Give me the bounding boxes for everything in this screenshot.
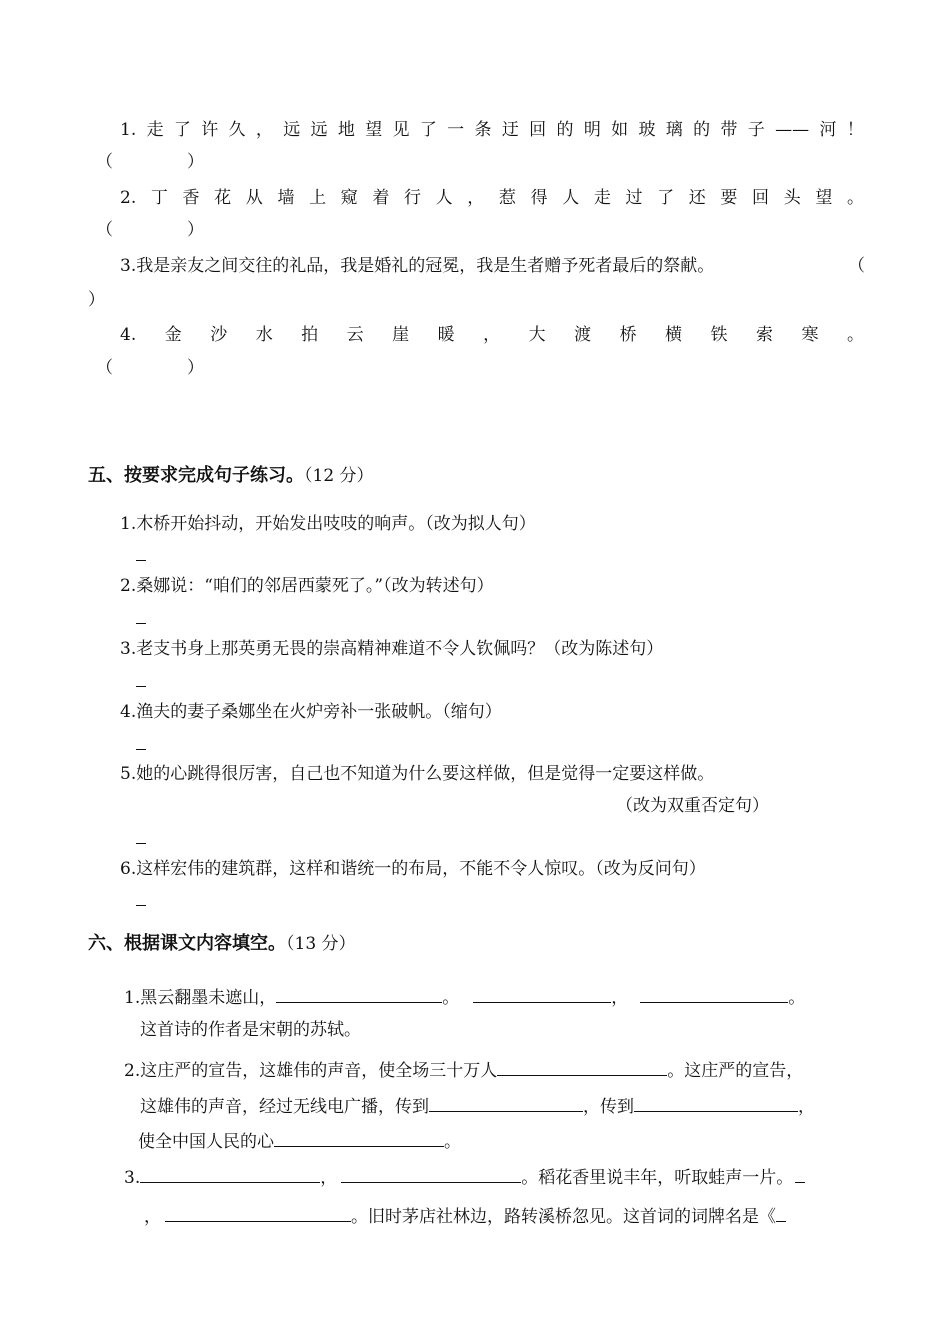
part5-q6-answer-line[interactable] <box>136 889 146 913</box>
char: 窥 <box>340 188 358 208</box>
char: 玻 <box>638 120 656 140</box>
p6q3-blank-3[interactable] <box>795 1164 805 1183</box>
part4-q1-answer-parens[interactable]: （ ） <box>96 152 204 172</box>
part4-question-4 <box>120 323 864 347</box>
char: 墙 <box>277 188 295 208</box>
part5-q5-requirement: （改为双重否定句） <box>616 796 769 816</box>
char: 大 <box>528 325 546 345</box>
part5-question-4: 4.渔夫的妻子桑娜坐在火炉旁补一张破帆。（缩句） <box>120 702 502 722</box>
p6q2-blank-3[interactable] <box>634 1093 798 1112</box>
char: 见 <box>392 120 410 140</box>
char: 花 <box>214 188 232 208</box>
char: 带 <box>720 120 738 140</box>
char: 横 <box>665 325 683 345</box>
char: 2. <box>120 188 137 208</box>
char: 望 <box>815 188 833 208</box>
part5-q5-answer-line[interactable] <box>136 827 146 851</box>
part5-question-6: 6.这样宏伟的建筑群，这样和谐统一的布局，不能不令人惊叹。（改为反问句） <box>120 859 706 879</box>
char: 的 <box>556 120 574 140</box>
part5-q3-answer-line[interactable] <box>136 670 146 694</box>
char: —— <box>775 120 810 140</box>
char: 桥 <box>619 325 637 345</box>
part6-question-2-line-3: 使全中国人民的心 。 <box>138 1128 461 1154</box>
char: 的 <box>693 120 711 140</box>
char: 要 <box>720 188 738 208</box>
char: 水 <box>255 325 273 345</box>
part5-question-5: 5.她的心跳得很厉害，自己也不知道为什么要这样做，但是觉得一定要这样做。 <box>120 764 715 784</box>
part6-question-3-line-2: ， 。旧时茅店社林边，路转溪桥忽见。这首词的词牌名是《 <box>144 1203 786 1229</box>
char: 。 <box>846 188 864 208</box>
char: 远 <box>283 120 301 140</box>
char: 暖 <box>437 325 455 345</box>
part4-q3-paren-close[interactable]: ） <box>88 290 105 310</box>
part4-question-2 <box>120 186 864 210</box>
part6-question-1: 1.黑云翻墨未遮山， 。 ， 。 <box>124 984 805 1010</box>
part6-heading: 六、根据课文内容填空。（13 分） <box>88 933 356 954</box>
char: 璃 <box>665 120 683 140</box>
part4-question-3: 3.我是亲友之间交往的礼品，我是婚礼的冠冕，我是生者赠予死者最后的祭献。 <box>120 256 715 276</box>
char: 回 <box>529 120 547 140</box>
char: 行 <box>404 188 421 208</box>
p6q3-blank-5[interactable] <box>776 1203 786 1222</box>
char: 着 <box>372 188 390 208</box>
char: 拍 <box>301 325 319 345</box>
p6q3-blank-1[interactable] <box>140 1164 320 1183</box>
char: 如 <box>611 120 629 140</box>
char: 过 <box>625 188 643 208</box>
char: 了 <box>419 120 437 140</box>
part5-q4-answer-line[interactable] <box>136 733 146 757</box>
char: 。 <box>846 325 864 345</box>
part5-question-2: 2.桑娜说：“咱们的邻居西蒙死了。”（改为转述句） <box>120 576 494 596</box>
char: 条 <box>474 120 492 140</box>
char: 了 <box>657 188 675 208</box>
char: ！ <box>846 120 864 140</box>
p6q2-blank-2[interactable] <box>429 1093 583 1112</box>
p6q2-blank-1[interactable] <box>497 1057 667 1076</box>
char: 丁 <box>150 188 168 208</box>
char: 许 <box>201 120 219 140</box>
char: 4. <box>120 325 137 345</box>
part5-question-1: 1.木桥开始抖动，开始发出吱吱的响声。（改为拟人句） <box>120 514 536 534</box>
char: 望 <box>365 120 383 140</box>
part5-heading: 五、按要求完成句子练习。（12 分） <box>88 465 374 486</box>
char: 明 <box>583 120 601 140</box>
char: 铁 <box>710 325 728 345</box>
part6-question-3-line-1: 3. ， 。稻花香里说丰年，听取蛙声一片。 <box>124 1164 805 1190</box>
p6q2-blank-4[interactable] <box>274 1128 444 1147</box>
char: 一 <box>447 120 465 140</box>
part6-q1-note: 这首诗的作者是宋朝的苏轼。 <box>140 1020 361 1040</box>
char: ， <box>483 325 501 345</box>
char: 人 <box>562 188 580 208</box>
part5-q1-answer-line[interactable] <box>136 544 146 568</box>
part4-q3-paren-open[interactable]: （ <box>848 256 865 276</box>
part4-q4-answer-parens[interactable]: （ ） <box>96 358 204 378</box>
part6-question-2-line-2: 这雄伟的声音，经过无线电广播，传到 ，传到 ， <box>140 1093 815 1119</box>
p6q1-blank-1[interactable] <box>276 984 442 1003</box>
char: 香 <box>182 188 200 208</box>
part5-question-3: 3.老支书身上那英勇无畏的崇高精神难道不令人钦佩吗？（改为陈述句） <box>120 639 664 659</box>
char: 人 <box>435 188 453 208</box>
char: 崖 <box>392 325 410 345</box>
char: 了 <box>173 120 191 140</box>
char: 惹 <box>498 188 516 208</box>
char: 地 <box>337 120 355 140</box>
part6-question-2-line-1: 2.这庄严的宣告，这雄伟的声音，使全场三十万人 。这庄严的宣告， <box>124 1057 803 1083</box>
char: 从 <box>245 188 263 208</box>
char: 久 <box>228 120 246 140</box>
p6q1-blank-3[interactable] <box>640 984 788 1003</box>
char: 走 <box>146 120 164 140</box>
p6q1-blank-2[interactable] <box>473 984 611 1003</box>
char: 子 <box>747 120 765 140</box>
char: 云 <box>346 325 364 345</box>
part4-q2-answer-parens[interactable]: （ ） <box>96 220 204 240</box>
part4-question-1 <box>120 118 864 142</box>
p6q3-blank-2[interactable] <box>341 1164 521 1183</box>
char: 索 <box>756 325 774 345</box>
char: ， <box>467 188 485 208</box>
char: 回 <box>752 188 770 208</box>
char: 寒 <box>801 325 819 345</box>
char: 走 <box>593 188 611 208</box>
char: ， <box>255 120 273 140</box>
char: 上 <box>309 188 327 208</box>
char: 得 <box>530 188 548 208</box>
char: 头 <box>783 188 801 208</box>
p6q3-blank-4[interactable] <box>165 1203 351 1222</box>
char: 还 <box>688 188 706 208</box>
char: 河 <box>819 120 837 140</box>
char: 迂 <box>501 120 519 140</box>
char: 远 <box>310 120 328 140</box>
char: 沙 <box>210 325 228 345</box>
char: 1. <box>120 120 137 140</box>
char: 金 <box>164 325 182 345</box>
char: 渡 <box>574 325 592 345</box>
part5-q2-answer-line[interactable] <box>136 607 146 631</box>
